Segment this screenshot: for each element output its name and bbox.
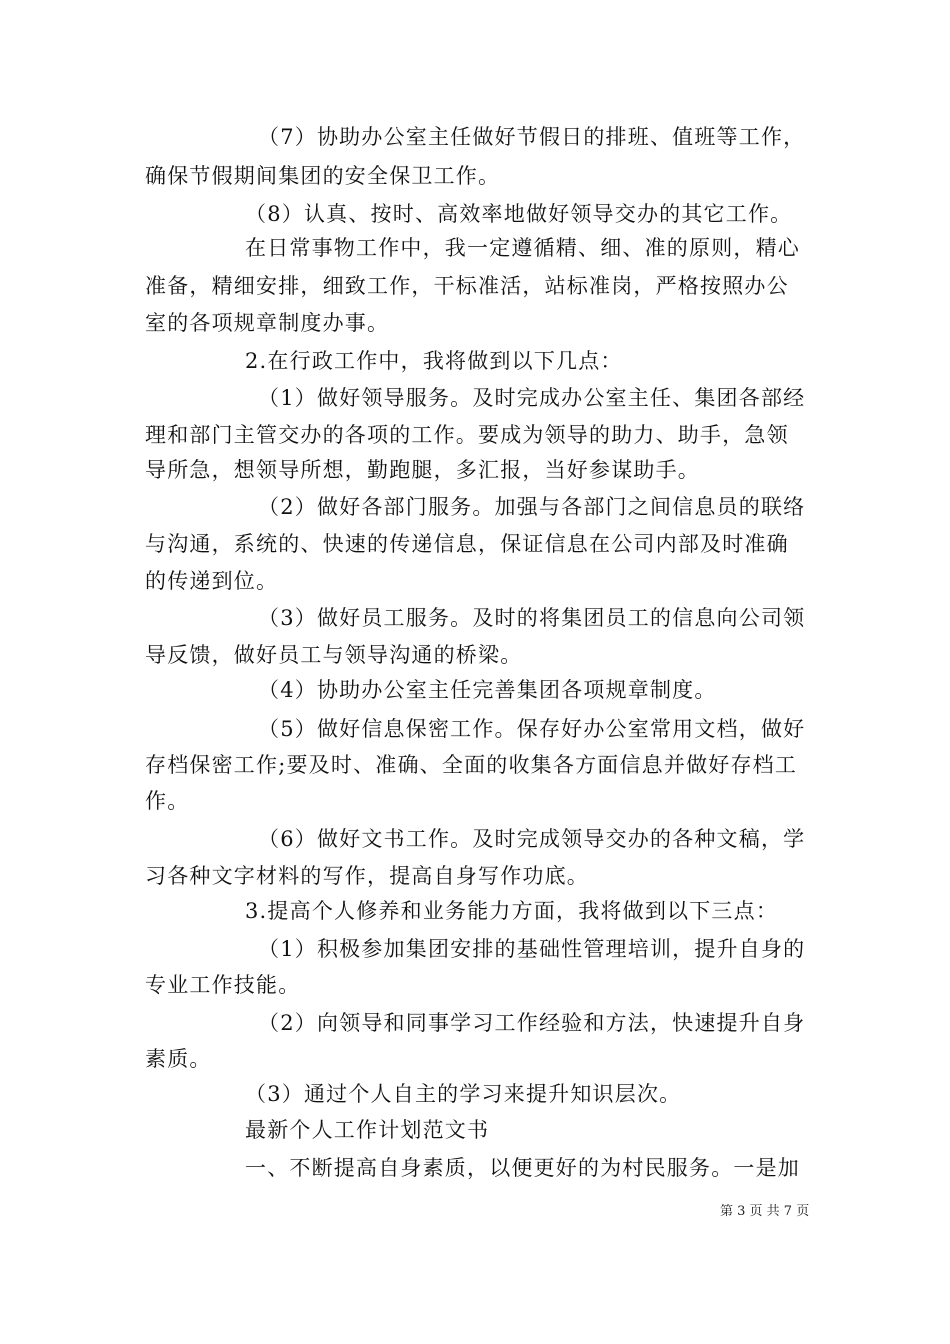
text-line: 的传递到位。 xyxy=(145,569,279,593)
text-line: 最新个人工作计划范文书 xyxy=(245,1118,490,1142)
text-line: 素质。 xyxy=(145,1047,212,1071)
text-line: （2）向领导和同事学习工作经验和方法，快速提升自身 xyxy=(258,1011,806,1035)
text-line: 作。 xyxy=(145,789,190,813)
text-line: 确保节假期间集团的安全保卫工作。 xyxy=(145,164,501,188)
text-line: （2）做好各部门服务。加强与各部门之间信息员的联络 xyxy=(258,495,806,519)
text-line: 习各种文字材料的写作，提高自身写作功底。 xyxy=(145,864,589,888)
text-line: （6）做好文书工作。及时完成领导交办的各种文稿，学 xyxy=(258,827,806,851)
text-line: 理和部门主管交办的各项的工作。要成为领导的助力、助手，急领 xyxy=(145,423,789,447)
text-line: 专业工作技能。 xyxy=(145,973,301,997)
text-line: 室的各项规章制度办事。 xyxy=(145,311,390,335)
text-line: （3）通过个人自主的学习来提升知识层次。 xyxy=(245,1082,682,1106)
page-number: 第 3 页 共 7 页 xyxy=(720,1204,810,1219)
text-line: （4）协助办公室主任完善集团各项规章制度。 xyxy=(258,678,717,702)
text-line: （8）认真、按时、高效率地做好领导交办的其它工作。 xyxy=(245,202,793,226)
text-line: 存档保密工作;要及时、准确、全面的收集各方面信息并做好存档工 xyxy=(145,753,798,777)
text-line: 2.在行政工作中，我将做到以下几点： xyxy=(245,349,623,373)
text-line: （1）积极参加集团安排的基础性管理培训，提升自身的 xyxy=(258,937,806,961)
text-line: 与沟通，系统的、快速的传递信息，保证信息在公司内部及时准确 xyxy=(145,532,789,556)
text-line: 导反馈，做好员工与领导沟通的桥梁。 xyxy=(145,643,523,667)
text-line: 导所急，想领导所想，勤跑腿，多汇报，当好参谋助手。 xyxy=(145,458,700,482)
text-line: 一、不断提高自身素质，以便更好的为村民服务。一是加 xyxy=(245,1156,800,1180)
text-line: （7）协助办公室主任做好节假日的排班、值班等工作， xyxy=(258,125,806,149)
text-line: 3.提高个人修养和业务能力方面，我将做到以下三点： xyxy=(245,899,779,923)
text-line: 准备，精细安排，细致工作，干标准活，站标准岗，严格按照办公 xyxy=(145,274,789,298)
text-line: 在日常事物工作中，我一定遵循精、细、准的原则，精心 xyxy=(245,236,800,260)
text-line: （5）做好信息保密工作。保存好办公室常用文档，做好 xyxy=(258,717,806,741)
text-line: （1）做好领导服务。及时完成办公室主任、集团各部经 xyxy=(258,386,806,410)
text-line: （3）做好员工服务。及时的将集团员工的信息向公司领 xyxy=(258,606,806,630)
